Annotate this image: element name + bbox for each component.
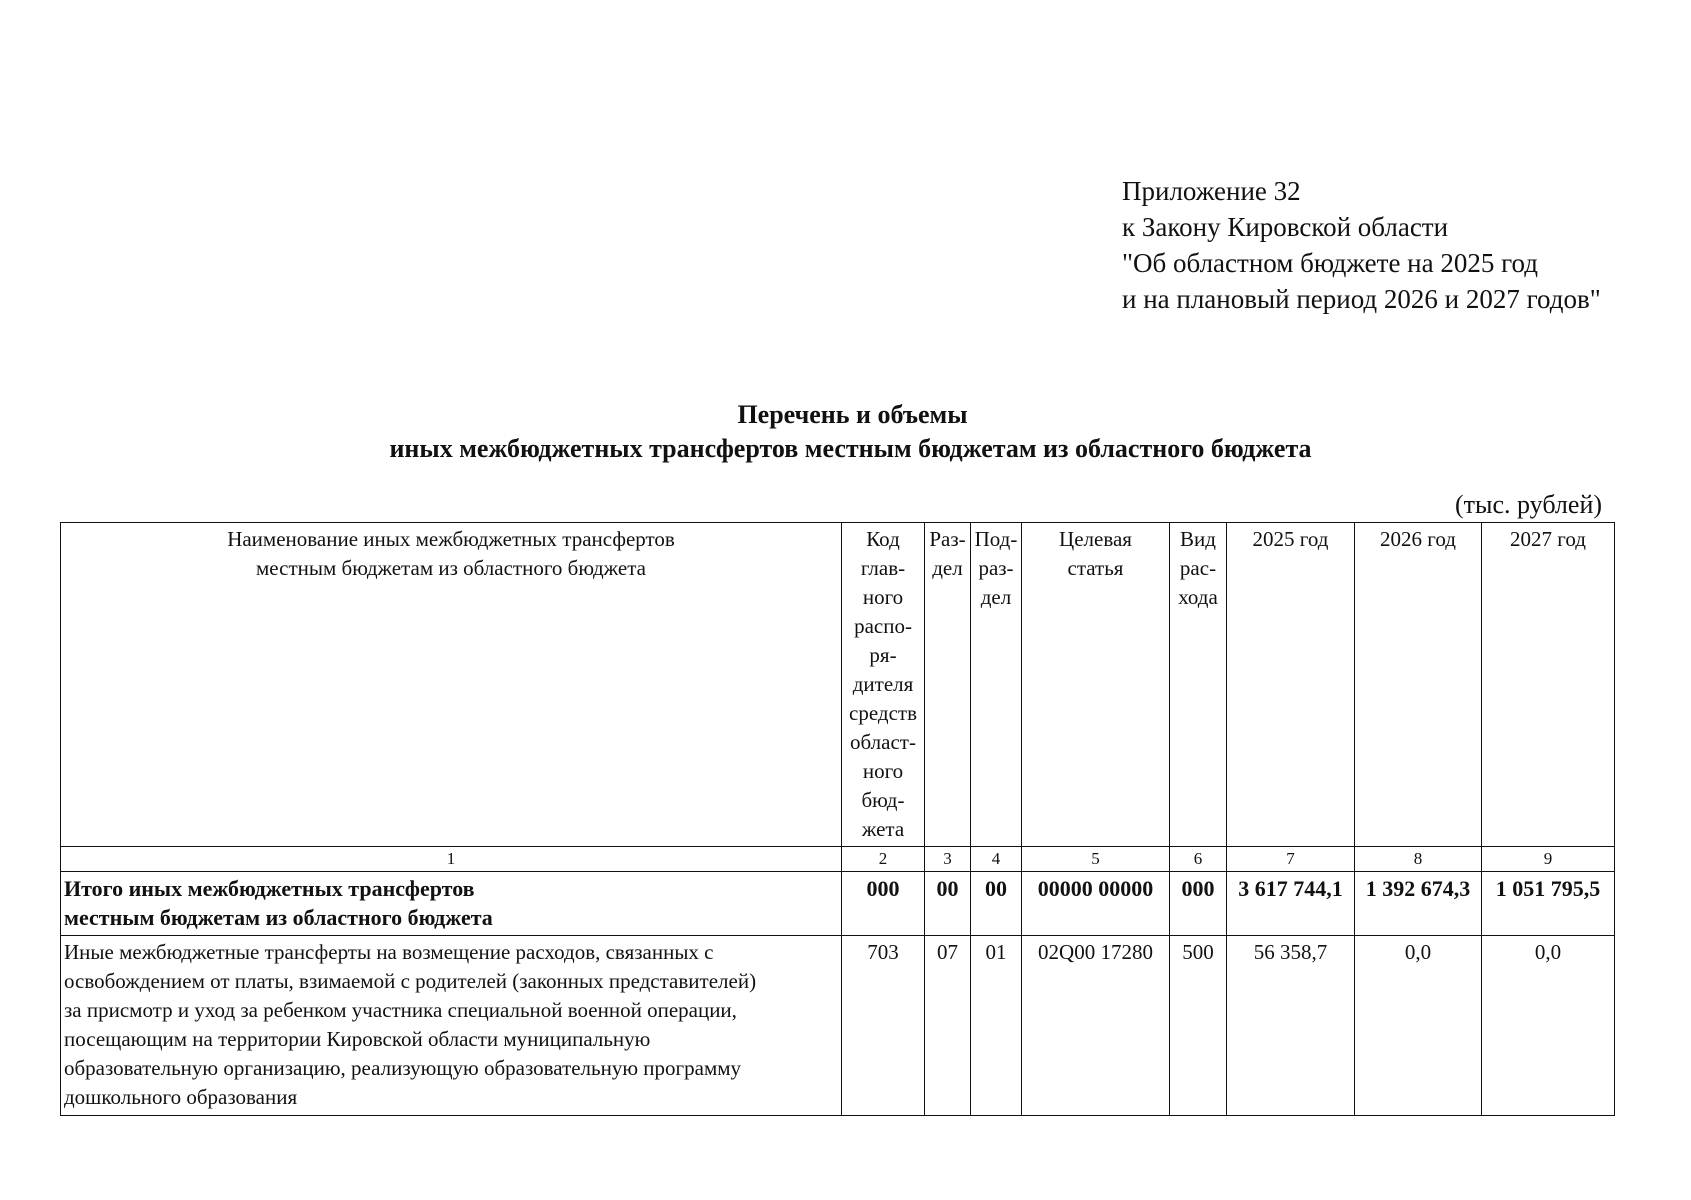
header-expense-line: рас- xyxy=(1179,556,1217,580)
header-name-line-1: Наименование иных межбюджетных трансфертов xyxy=(227,527,675,551)
header-code xyxy=(842,523,925,847)
header-row xyxy=(61,523,1615,847)
column-number: 5 xyxy=(1022,847,1170,872)
header-name-line-2: местным бюджетам из областного бюджета xyxy=(256,556,646,580)
total-name-line-2: местным бюджетам из областного бюджета xyxy=(64,905,493,930)
column-number: 9 xyxy=(1482,847,1615,872)
row-name xyxy=(61,936,842,1116)
appendix-header xyxy=(1122,173,1601,317)
table-row xyxy=(61,936,1615,1116)
total-2026: 1 392 674,3 xyxy=(1355,872,1482,936)
header-name xyxy=(61,523,842,847)
header-code-line: жета xyxy=(861,817,905,841)
total-section: 00 xyxy=(925,872,971,936)
header-code-line: средств xyxy=(849,701,917,725)
total-row xyxy=(61,872,1615,936)
header-code-line: Код xyxy=(866,527,900,551)
title-line-1: Перечень и объемы xyxy=(737,400,968,429)
row-name-line: посещающим на территории Кировской области муниципальную xyxy=(64,1027,651,1051)
row-code: 703 xyxy=(842,936,925,1116)
header-code-line: област- xyxy=(850,730,916,754)
row-2025: 56 358,7 xyxy=(1227,936,1355,1116)
row-subsection: 01 xyxy=(971,936,1022,1116)
total-name-line-1: Итого иных межбюджетных трансфертов xyxy=(64,876,475,901)
header-expense-line: хода xyxy=(1178,585,1218,609)
row-2027: 0,0 xyxy=(1482,936,1615,1116)
header-code-line: бюд- xyxy=(861,788,905,812)
title-line-2: иных межбюджетных трансфертов местным бюджетам из областного бюджета xyxy=(389,434,1312,463)
column-number: 1 xyxy=(61,847,842,872)
row-name-line: за присмотр и уход за ребенком участника специальной военной операции, xyxy=(64,998,737,1022)
header-code-line: дителя xyxy=(852,672,914,696)
header-code-line: глав- xyxy=(860,556,906,580)
header-code-line: ного xyxy=(862,759,904,783)
row-name-line: Иные межбюджетные трансферты на возмещение расходов, связанных с xyxy=(64,940,714,964)
column-number: 7 xyxy=(1227,847,1355,872)
total-target: 00000 00000 xyxy=(1022,872,1170,936)
header-subsection-line: дел xyxy=(980,585,1012,609)
header-2027: 2027 год xyxy=(1482,523,1615,847)
header-expense-line: Вид xyxy=(1180,527,1216,551)
appendix-line-4: и на плановый период 2026 и 2027 годов" xyxy=(1122,284,1601,314)
total-name xyxy=(61,872,842,936)
header-2026: 2026 год xyxy=(1355,523,1482,847)
row-section: 07 xyxy=(925,936,971,1116)
column-number: 6 xyxy=(1170,847,1227,872)
header-code-line: ря- xyxy=(869,643,897,667)
column-number: 8 xyxy=(1355,847,1482,872)
header-section xyxy=(925,523,971,847)
total-2027: 1 051 795,5 xyxy=(1482,872,1615,936)
document-title xyxy=(0,398,1691,466)
header-section-line: Раз- xyxy=(929,527,966,551)
header-section-line: дел xyxy=(932,556,963,580)
total-expense-type: 000 xyxy=(1170,872,1227,936)
header-expense-type xyxy=(1170,523,1227,847)
header-target xyxy=(1022,523,1170,847)
column-number: 3 xyxy=(925,847,971,872)
appendix-line-3: "Об областном бюджете на 2025 год xyxy=(1122,248,1538,278)
header-target-line: Целевая xyxy=(1059,527,1132,551)
header-target-line: статья xyxy=(1067,556,1124,580)
row-name-line: дошкольного образования xyxy=(64,1085,298,1109)
column-number: 2 xyxy=(842,847,925,872)
header-code-line: распо- xyxy=(854,614,912,638)
header-subsection-line: Под- xyxy=(974,527,1018,551)
row-2026: 0,0 xyxy=(1355,936,1482,1116)
transfers-table xyxy=(60,522,1615,1116)
appendix-line-2: к Закону Кировской области xyxy=(1122,212,1449,242)
units-label: (тыс. рублей) xyxy=(1455,490,1603,519)
row-name-line: образовательную организацию, реализующую образовательную программу xyxy=(64,1056,742,1080)
row-name-line: освобождением от платы, взимаемой с родителей (законных представителей) xyxy=(64,969,757,993)
header-2025: 2025 год xyxy=(1227,523,1355,847)
total-2025: 3 617 744,1 xyxy=(1227,872,1355,936)
total-subsection: 00 xyxy=(971,872,1022,936)
appendix-line-1: Приложение 32 xyxy=(1122,176,1301,206)
row-target: 02Q00 17280 xyxy=(1022,936,1170,1116)
header-code-line: ного xyxy=(862,585,904,609)
column-number-row xyxy=(61,847,1615,872)
column-number: 4 xyxy=(971,847,1022,872)
header-subsection xyxy=(971,523,1022,847)
header-subsection-line: раз- xyxy=(978,556,1014,580)
row-expense-type: 500 xyxy=(1170,936,1227,1116)
total-code: 000 xyxy=(842,872,925,936)
